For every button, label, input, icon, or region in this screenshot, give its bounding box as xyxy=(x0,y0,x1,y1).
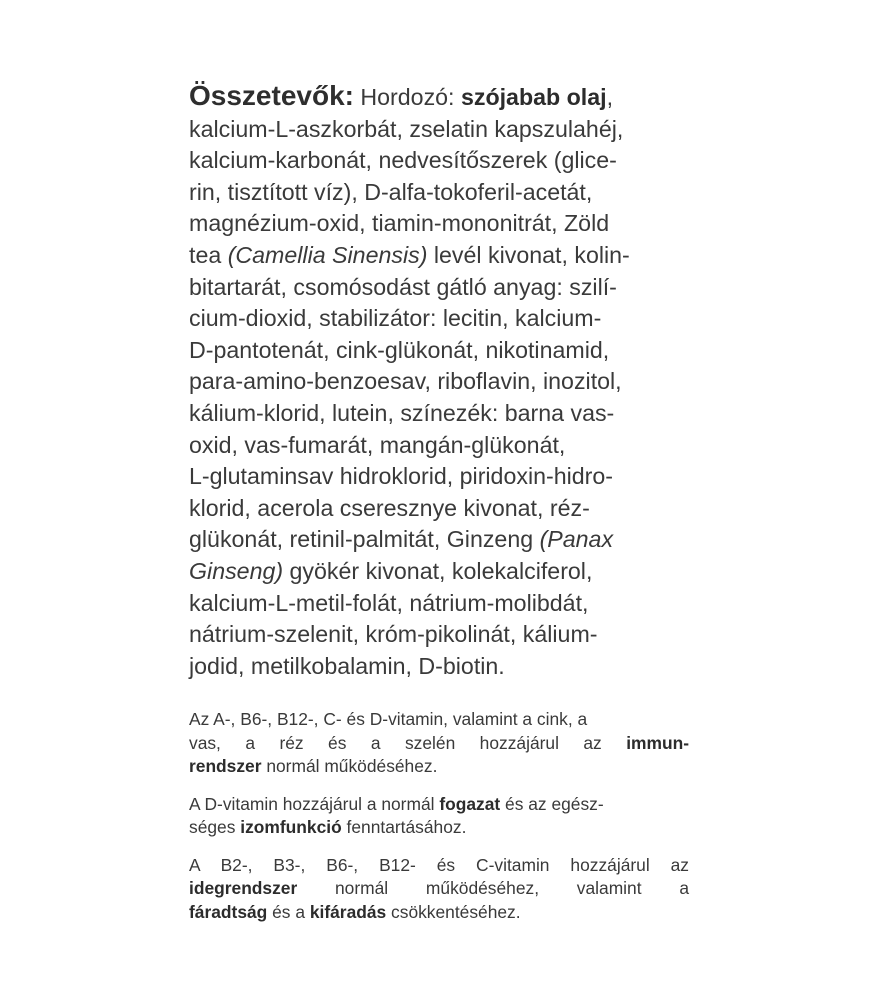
text-run: klorid, acerola cseresznye kivonat, réz- xyxy=(189,494,590,521)
ingredients-line xyxy=(189,114,689,146)
ingredients-line xyxy=(189,398,689,430)
claim-line xyxy=(189,708,689,732)
ingredients-line xyxy=(189,80,689,114)
ingredients-line xyxy=(189,366,689,398)
claim-line xyxy=(189,732,689,756)
ingredients-paragraph xyxy=(189,80,689,682)
bold-text: idegrendszer xyxy=(189,878,298,899)
text-run: normál működéséhez. xyxy=(261,756,438,777)
ingredients-line xyxy=(189,335,689,367)
immune-system-claim xyxy=(189,708,689,779)
ingredients-heading: Összetevők: xyxy=(189,80,354,111)
text-run: és az egész- xyxy=(500,793,604,814)
italic-text: (Camellia Sinensis) xyxy=(227,241,428,268)
ingredients-line xyxy=(189,240,689,272)
ingredients-line xyxy=(189,524,689,556)
ingredients-line xyxy=(189,556,689,588)
text-run: tea xyxy=(189,241,228,268)
text-run: bitartarát, csomósodást gátló anyag: szilí- xyxy=(189,273,617,300)
bold-text: fáradtság xyxy=(189,901,268,922)
text-run: L-glutaminsav hidroklorid, piridoxin-hidro- xyxy=(189,463,613,490)
ingredients-line xyxy=(189,145,689,177)
text-run: glükonát, retinil-palmitát, Ginzeng xyxy=(189,526,540,553)
text-run: csökkentéséhez. xyxy=(386,901,521,922)
text-run: para-amino-benzoesav, riboflavin, inozitol, xyxy=(189,368,622,395)
ingredients-line xyxy=(189,619,689,651)
text-run: , xyxy=(606,84,614,110)
bold-text: izomfunkció xyxy=(240,817,342,838)
bold-text: rendszer xyxy=(189,756,262,777)
text-run: D-pantotenát, cink-glükonát, nikotinamid, xyxy=(189,336,610,363)
italic-text: Ginseng) xyxy=(189,557,284,584)
bold-text: szójabab olaj xyxy=(460,84,607,110)
text-run: cium-dioxid, stabilizátor: lecitin, kalcium- xyxy=(189,305,602,332)
claim-line xyxy=(189,816,689,840)
ingredients-line xyxy=(189,208,689,240)
ingredients-line xyxy=(189,177,689,209)
text-run: Az A-, B6-, B12-, C- és D-vitamin, valamint a cink, a xyxy=(189,709,588,730)
ingredients-line xyxy=(189,272,689,304)
label-panel xyxy=(189,80,689,924)
text-run: kálium-klorid, lutein, színezék: barna vas- xyxy=(189,399,615,426)
italic-text: (Panax xyxy=(539,526,614,553)
text-run: fenntartásához. xyxy=(341,817,467,838)
text-run: A B2-, B3-, B6-, B12- és C-vitamin hozzájárul az xyxy=(189,854,689,875)
text-run: levél kivonat, kolin- xyxy=(427,241,630,268)
text-run: rin, tisztított víz), D-alfa-tokoferil-acetát, xyxy=(189,178,593,205)
ingredients-line xyxy=(189,430,689,462)
text-run: séges xyxy=(189,817,241,838)
ingredients-line xyxy=(189,303,689,335)
text-run: jodid, metilkobalamin, D-biotin. xyxy=(189,652,505,679)
nervous-system-claim xyxy=(189,854,689,925)
text-run: magnézium-oxid, tiamin-mononitrát, Zöld xyxy=(189,210,610,237)
bold-text: kifáradás xyxy=(309,901,387,922)
bold-text: immun- xyxy=(626,732,689,753)
text-run: kalcium-L-metil-folát, nátrium-molibdát, xyxy=(189,589,589,616)
claim-line xyxy=(189,793,689,817)
text-run: vas, a réz és a szelén hozzájárul az xyxy=(189,732,627,753)
ingredients-line xyxy=(189,461,689,493)
text-run: A D-vitamin hozzájárul a normál xyxy=(189,793,440,814)
claim-line xyxy=(189,854,689,878)
text-run: oxid, vas-fumarát, mangán-glükonát, xyxy=(189,431,566,458)
claim-line xyxy=(189,877,689,901)
text-run: kalcium-karbonát, nedvesítőszerek (glice- xyxy=(189,147,617,174)
ingredients-line xyxy=(189,651,689,683)
teeth-muscle-claim xyxy=(189,793,689,840)
text-run: Hordozó: xyxy=(353,84,461,110)
text-run: gyökér kivonat, kolekalciferol, xyxy=(283,557,593,584)
text-run: és a xyxy=(267,901,310,922)
text-run: nátrium-szelenit, króm-pikolinát, kálium- xyxy=(189,621,598,648)
text-run: normál működéséhez, valamint a xyxy=(297,878,689,899)
bold-text: fogazat xyxy=(439,793,501,814)
ingredients-line xyxy=(189,588,689,620)
text-run: kalcium-L-aszkorbát, zselatin kapszulahéj, xyxy=(189,115,624,142)
claim-line xyxy=(189,755,689,779)
claim-line xyxy=(189,901,689,925)
ingredients-line xyxy=(189,493,689,525)
